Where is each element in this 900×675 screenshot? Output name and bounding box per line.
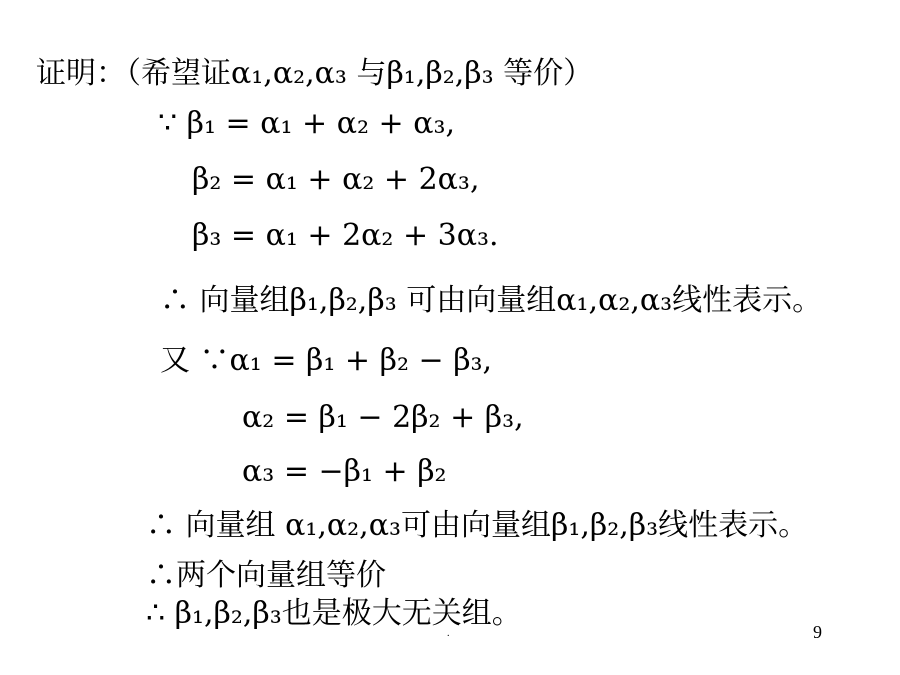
proof-heading: 证明：（希望证α₁,α₂,α₃ 与β₁,β₂,β₃ 等价） <box>36 56 594 91</box>
alpha-equation-3: α₃ = −β₁ + β₂ <box>242 454 447 489</box>
alpha-equation-1: 又 ∵α₁ = β₁ + β₂ − β₃, <box>160 343 493 378</box>
conclusion-beta-by-alpha: ∴ 向量组β₁,β₂,β₃ 可由向量组α₁,α₂,α₃线性表示。 <box>160 283 823 318</box>
conclusion-maximal-independent: ∴ β₁,β₂,β₃也是极大无关组。 <box>146 596 522 631</box>
beta-equation-1: ∵ β₁ = α₁ + α₂ + α₃, <box>158 106 456 141</box>
conclusion-alpha-by-beta: ∴ 向量组 α₁,α₂,α₃可由向量组β₁,β₂,β₃线性表示。 <box>146 508 809 543</box>
alpha-equation-2: α₂ = β₁ − 2β₂ + β₃, <box>242 400 524 435</box>
beta-equation-3: β₃ = α₁ + 2α₂ + 3α₃. <box>192 218 499 253</box>
beta-equation-2: β₂ = α₁ + α₂ + 2α₃, <box>192 162 480 197</box>
footer-dot: . <box>447 628 450 639</box>
page-number: 9 <box>813 622 822 642</box>
conclusion-equivalent: ∴两个向量组等价 <box>146 558 386 593</box>
